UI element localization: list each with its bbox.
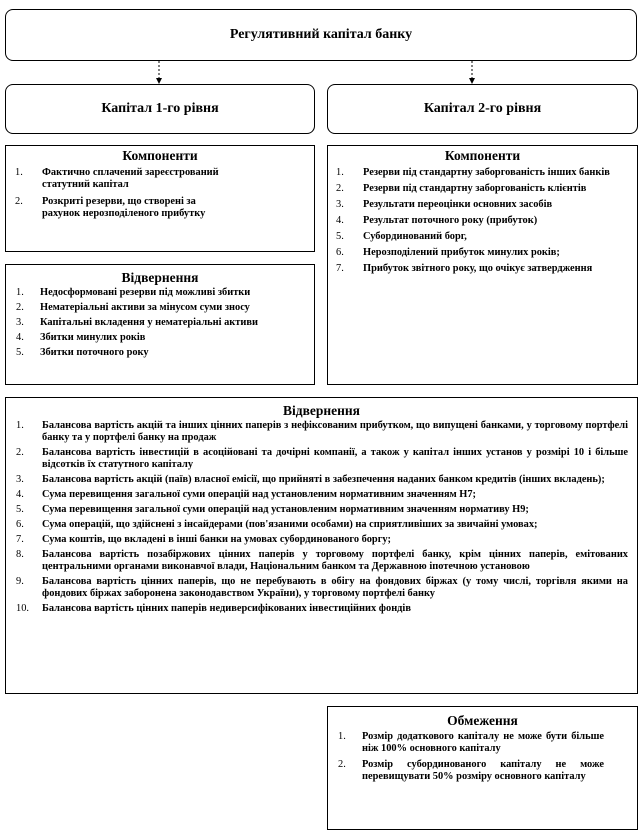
tier1-deductions-heading: Відвернення xyxy=(121,270,199,285)
list-item: 8. Балансова вартість позабіржових цінних паперів у торговому портфелі банку, крім цінних паперів, емітованих центральними органами виконавчої влади, Національним банком та Державною іпотечною установою xyxy=(16,549,628,572)
list-item: 2. Розмір субординованого капіталу не може перевищувати 50% розміру основного капіталу xyxy=(338,759,604,782)
limits-heading: Обмеження xyxy=(447,713,518,728)
list-item: 3. Балансова вартість акцій (паїв) власної емісії, що прийняті в забезпечення наданих банком кредитів (інших вкладень); xyxy=(16,474,605,485)
list-item: 1. Резерви під стандартну заборгованість інших банків xyxy=(336,167,610,178)
list-item: 5. Збитки поточного року xyxy=(16,347,149,358)
regulatory-capital-title: Регулятивний капітал банку xyxy=(229,27,413,42)
list-item: 4. Сума перевищення загальної суми операцій над установленим нормативним значенням Н7; xyxy=(16,489,476,500)
tier2-components-heading: Компоненти xyxy=(444,148,521,163)
list-item: 2. Нематеріальні активи за мінусом суми зносу xyxy=(16,302,250,313)
list-item: 5. Сума перевищення загальної суми операцій над установленим нормативним значенням нормативу Н9; xyxy=(16,504,529,515)
list-item: 5. Субординований борг, xyxy=(336,231,467,242)
list-item: 1. Недосформовані резерви під можливі збитки xyxy=(16,287,251,298)
list-item: 4. Результат поточного року (прибуток) xyxy=(336,215,538,226)
list-item: 3. Результати переоцінки основних засобів xyxy=(336,199,553,210)
tier1-components-heading: Компоненти xyxy=(122,148,198,163)
tier2-components-box xyxy=(327,145,638,385)
list-item: 7. Сума коштів, що вкладені в інші банки на умовах субординованого боргу; xyxy=(16,534,391,545)
limits-box xyxy=(327,706,638,830)
list-item: 6. Нерозподілений прибуток минулих років; xyxy=(336,247,560,258)
list-item: 10. Балансова вартість цінних паперів недиверсифікованих інвестиційних фондів xyxy=(16,603,411,614)
list-item: 1. Фактично сплачений зареєстрований статутний капітал xyxy=(15,167,219,190)
tier1-capital-title: Капітал 1-го рівня xyxy=(101,101,219,116)
tier1-deductions-box xyxy=(5,264,315,385)
deductions-box xyxy=(5,397,638,694)
regulatory-capital-box xyxy=(5,9,637,61)
list-item: 2. Резерви під стандартну заборгованість клієнтів xyxy=(336,183,587,194)
list-item: 7. Прибуток звітного року, що очікує затвердження xyxy=(336,263,593,274)
tier1-capital-box xyxy=(5,84,315,134)
list-item: 2. Балансова вартість інвестицій в асоційовані та дочірні компанії, а також у капітал інших установ у розмірі 10 і більше відсотків їх статутного капіталу xyxy=(16,447,628,470)
tier2-capital-title: Капітал 2-го рівня xyxy=(423,101,542,116)
list-item: 6. Сума операцій, що здійснені з інсайдерами (пов'язаними особами) на сприятливіших за звичайні умовах; xyxy=(16,519,538,530)
tier1-components-box xyxy=(5,145,315,252)
list-item: 4. Збитки минулих років xyxy=(16,332,146,343)
list-item: 1. Розмір додаткового капіталу не може бути більше ніж 100% основного капіталу xyxy=(338,731,604,754)
list-item: 9. Балансова вартість цінних паперів, що не перебувають в обігу на фондових біржах (у тому числі, торгівля якими на фондових біржах заборонена законодавством України), у торговому портфелі банку xyxy=(16,576,628,599)
tier2-capital-box xyxy=(327,84,638,134)
list-item: 1. Балансова вартість акцій та інших цінних паперів з нефіксованим прибутком, що випущені банками, у торговому портфелі банку та у портфелі банку на продаж xyxy=(16,420,628,443)
list-item: 2. Розкриті резерви, що створені за рахунок нерозподіленого прибутку xyxy=(15,196,206,219)
deductions-heading: Відвернення xyxy=(282,403,360,418)
list-item: 3. Капітальні вкладення у нематеріальні активи xyxy=(16,317,258,328)
